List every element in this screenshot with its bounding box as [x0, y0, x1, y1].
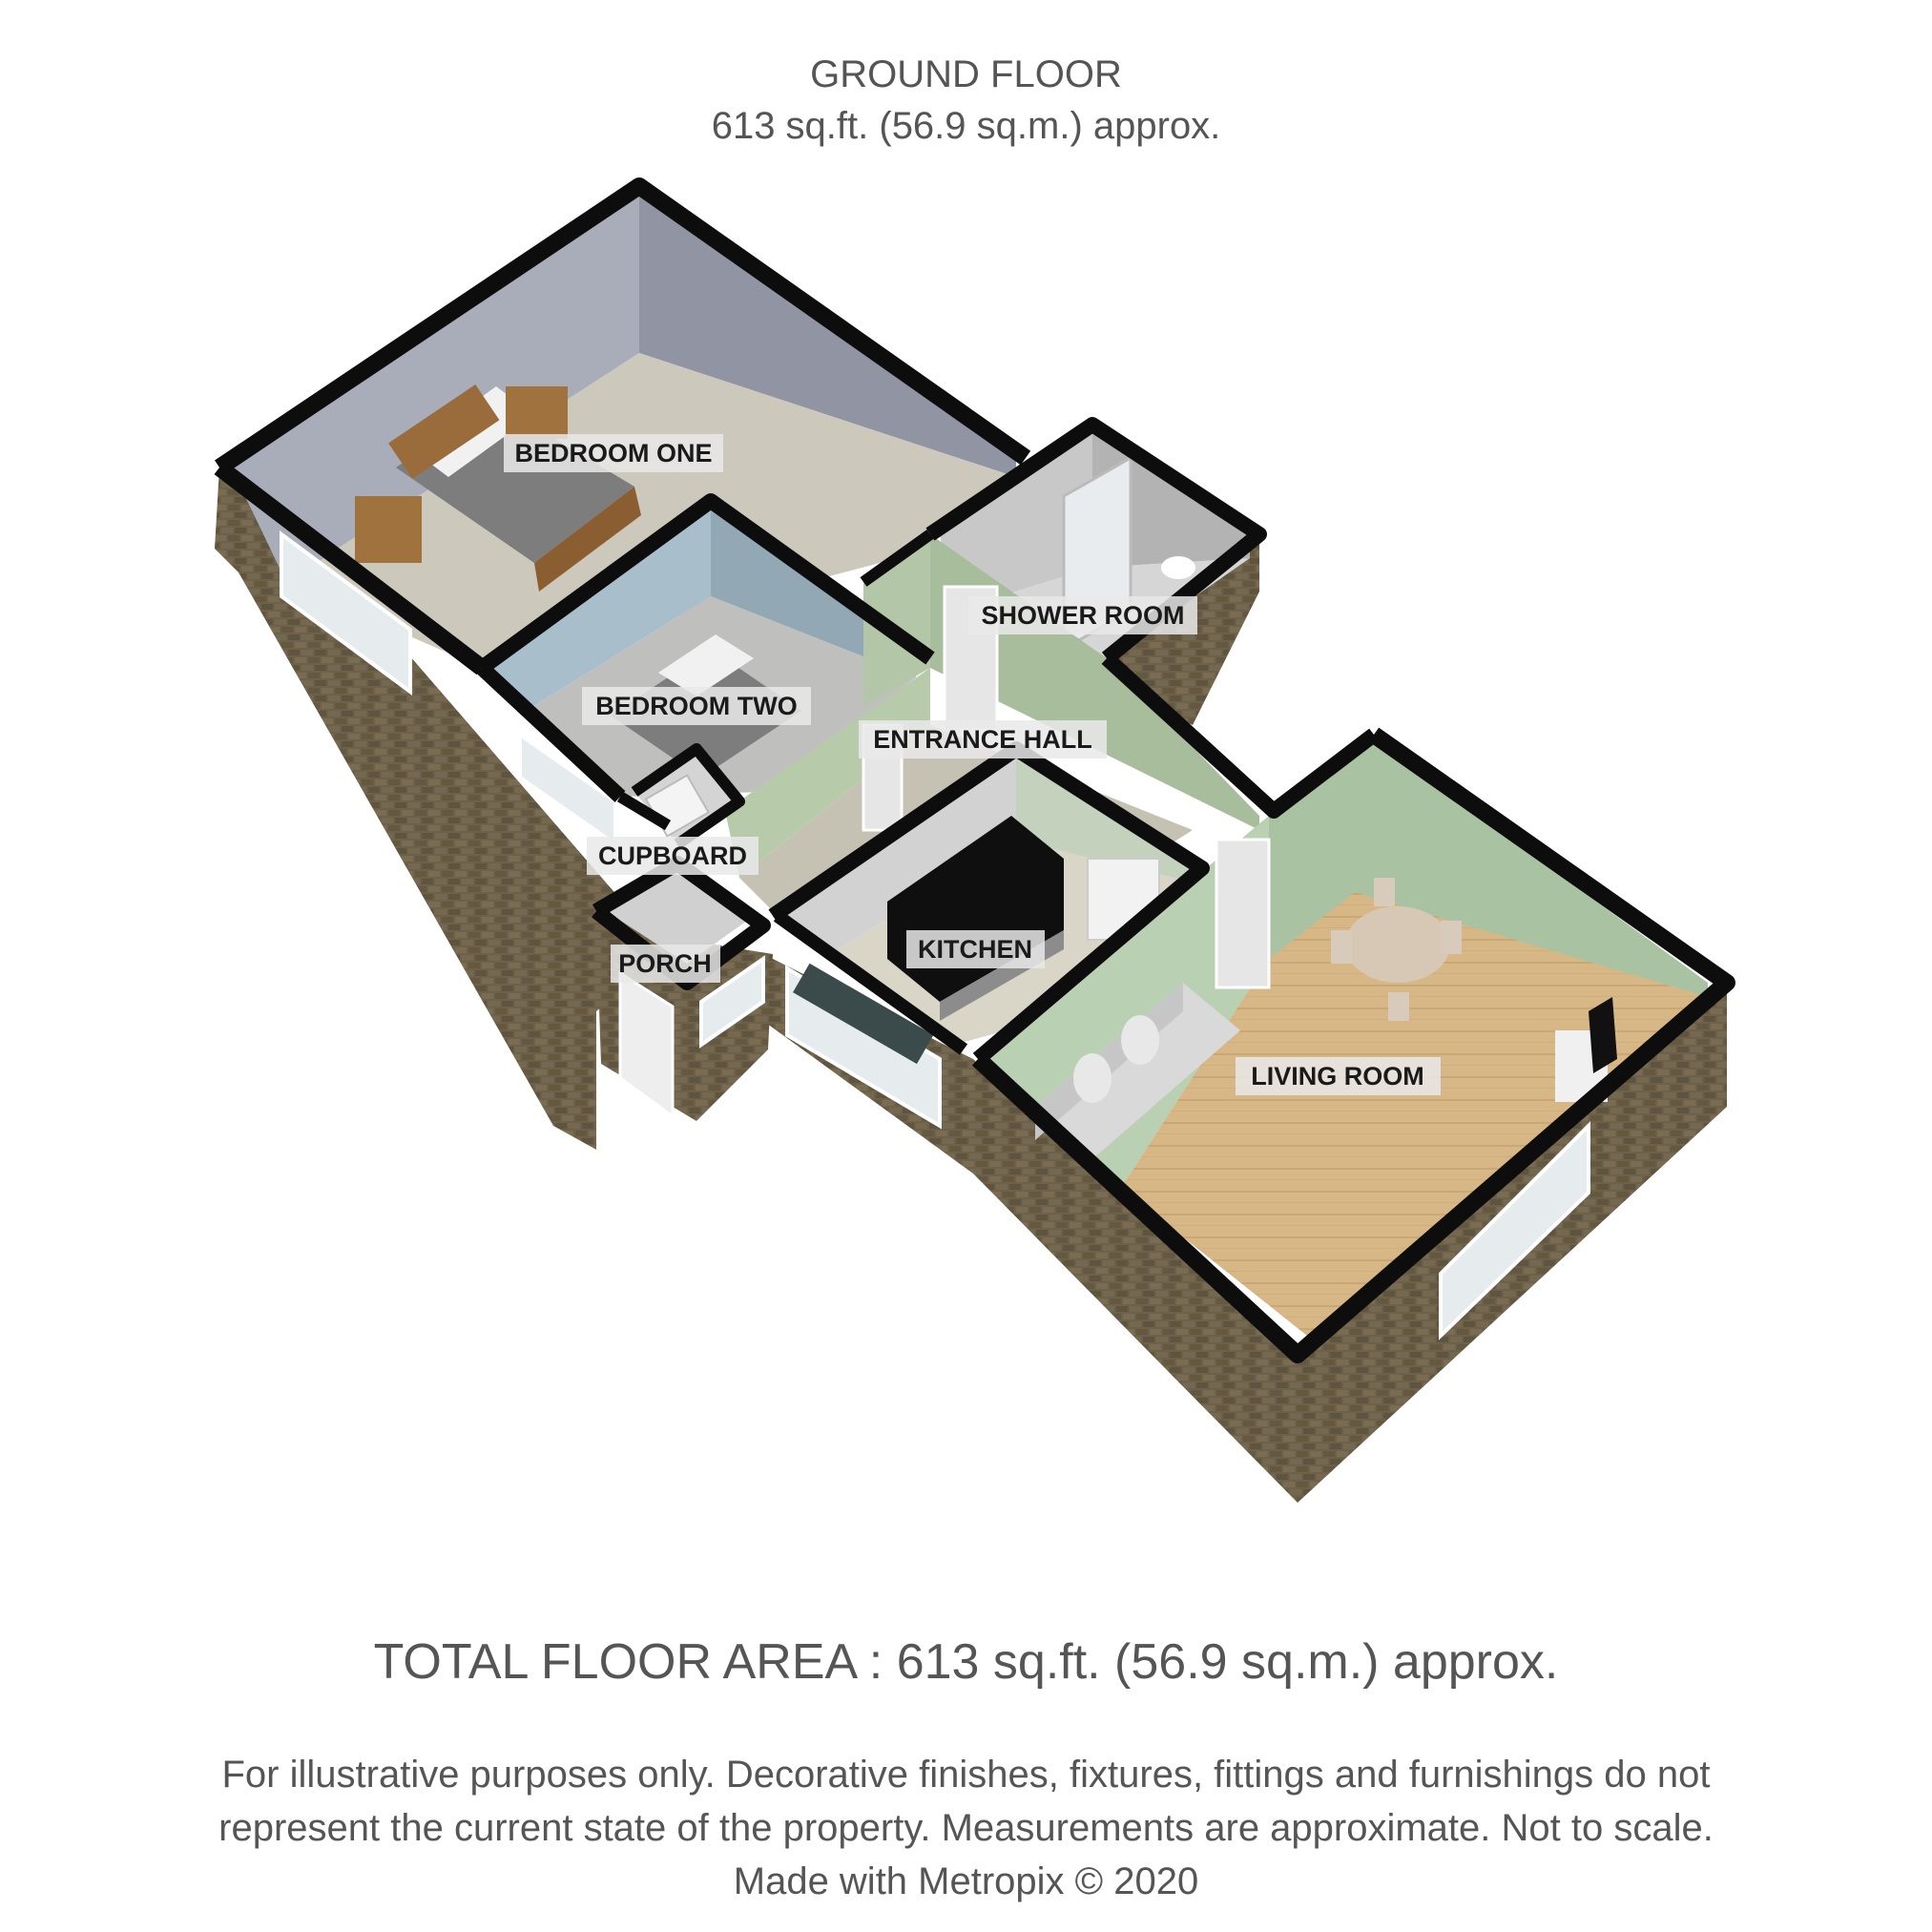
disclaimer-line-1: For illustrative purposes only. Decorative finishes, fixtures, fittings and furnishings do not [221, 1754, 1711, 1796]
label-bedroom-one: BEDROOM ONE [514, 439, 713, 467]
label-living-room: LIVING ROOM [1251, 1062, 1424, 1091]
disclaimer-line-2: represent the current state of the property. Measurements are approximate. Not to scale. [218, 1807, 1714, 1849]
label-cupboard: CUPBOARD [597, 841, 748, 870]
label-entrance-hall: ENTRANCE HALL [873, 725, 1092, 754]
bedside-table-right [506, 386, 568, 439]
dining-table [1345, 906, 1450, 983]
credit-line: Made with Metropix © 2020 [733, 1860, 1199, 1902]
floor-area: 613 sq.ft. (56.9 sq.m.) approx. [711, 105, 1221, 147]
label-shower-room: SHOWER ROOM [981, 601, 1185, 630]
bedside-table-left [355, 496, 422, 563]
label-bedroom-two: BEDROOM TWO [595, 692, 798, 720]
living-door [1216, 840, 1269, 987]
disclaimer [0, 1748, 1932, 1908]
washbasin [1161, 556, 1195, 579]
label-porch: PORCH [618, 949, 712, 978]
total-floor-area: TOTAL FLOOR AREA : 613 sq.ft. (56.9 sq.m.) approx. [373, 1634, 1559, 1690]
floor-name: GROUND FLOOR [810, 53, 1122, 95]
label-kitchen: KITCHEN [918, 935, 1032, 964]
